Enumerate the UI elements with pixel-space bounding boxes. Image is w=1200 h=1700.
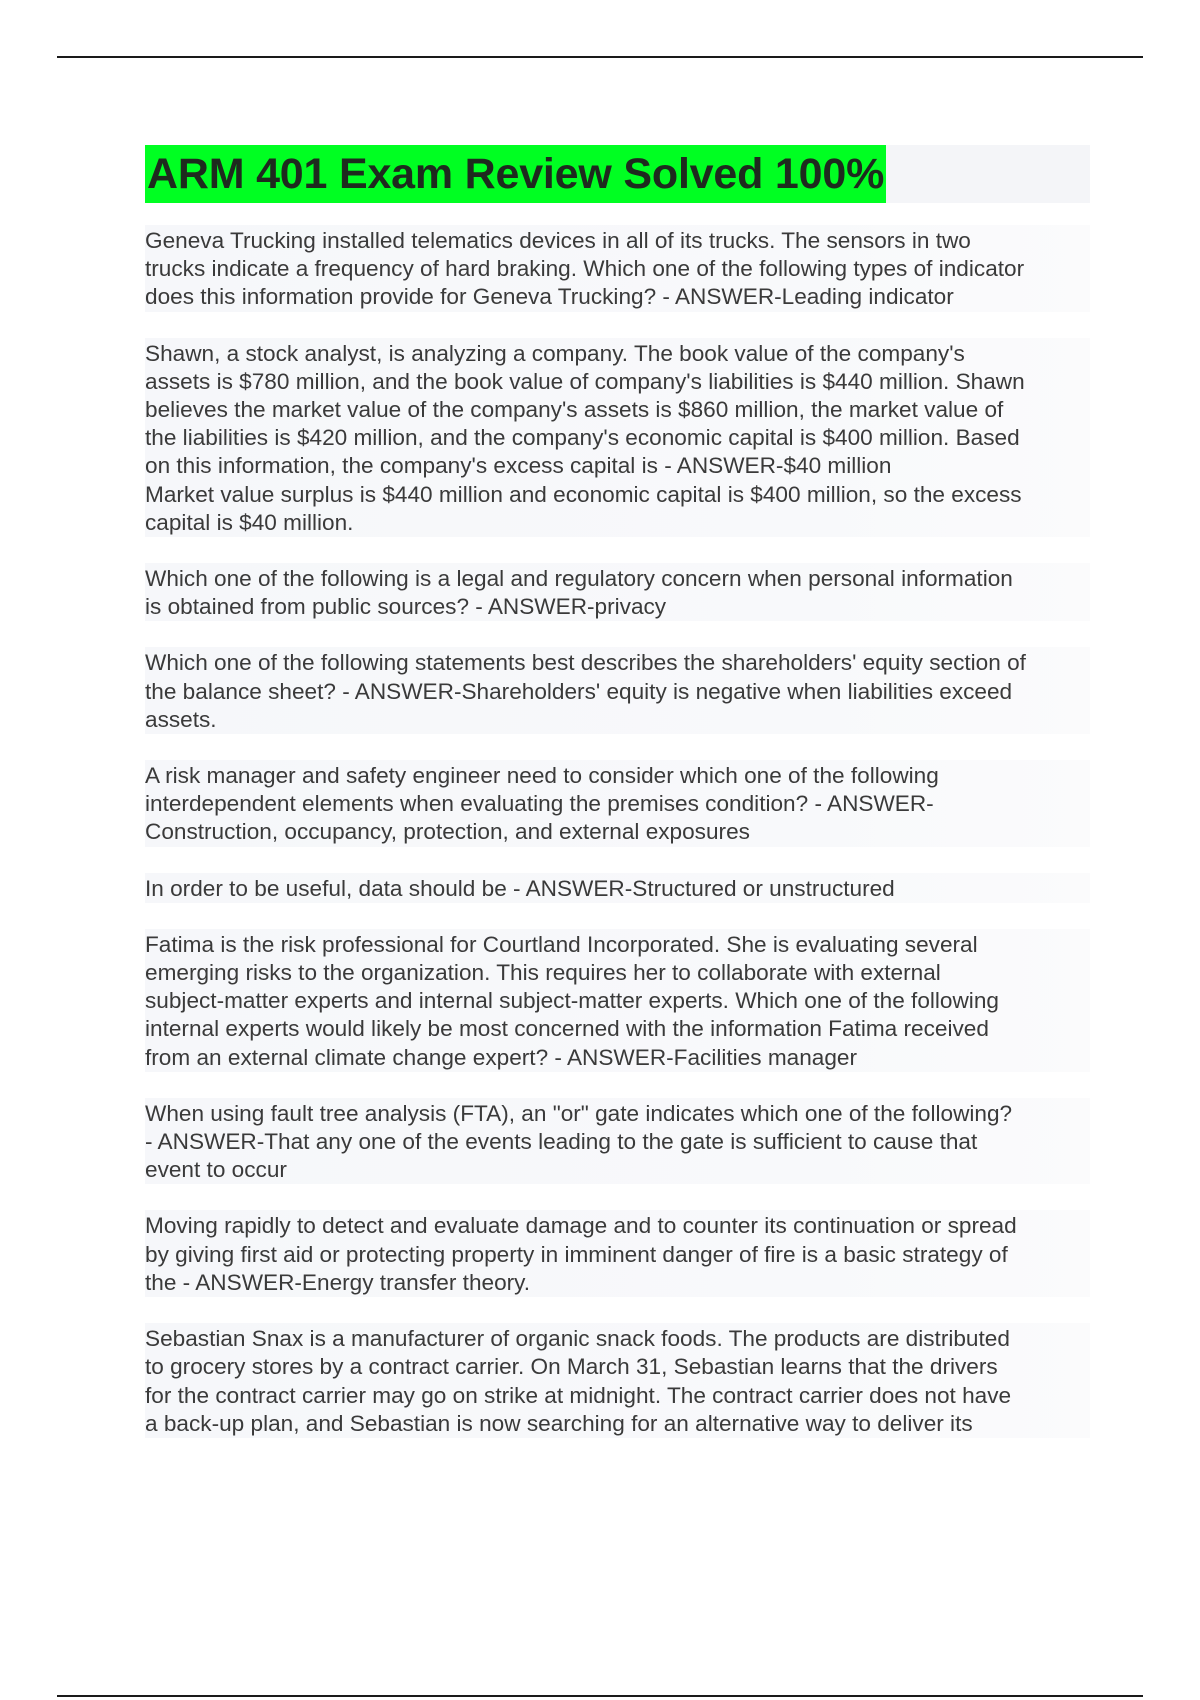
qa-line: emerging risks to the organization. This requires her to collaborate with external: [145, 960, 941, 986]
qa-line: When using fault tree analysis (FTA), an "or" gate indicates which one of the following?: [145, 1100, 1013, 1126]
qa-line: assets.: [145, 706, 217, 732]
qa-item-5: [145, 760, 1090, 847]
qa-line: Fatima is the risk professional for Courtland Incorporated. She is evaluating several: [145, 931, 978, 957]
qa-line: the - ANSWER-Energy transfer theory.: [145, 1269, 531, 1295]
qa-line: Shawn, a stock analyst, is analyzing a company. The book value of the company's: [145, 340, 965, 366]
qa-line: Construction, occupancy, protection, and external exposures: [145, 819, 750, 845]
qa-line: for the contract carrier may go on strike at midnight. The contract carrier does not have: [145, 1382, 1012, 1408]
qa-line: the liabilities is $420 million, and the company's economic capital is $400 million. Based: [145, 425, 1020, 451]
qa-item-2: [145, 338, 1090, 537]
qa-line: from an external climate change expert? - ANSWER-Facilities manager: [145, 1044, 857, 1070]
qa-line: Which one of the following is a legal and regulatory concern when personal information: [145, 566, 1013, 592]
qa-line: interdependent elements when evaluating the premises condition? - ANSWER-: [145, 791, 934, 817]
qa-line: capital is $40 million.: [145, 509, 354, 535]
qa-line: assets is $780 million, and the book value of company's liabilities is $440 million. Shawn: [145, 368, 1025, 394]
qa-item-4: [145, 647, 1090, 734]
qa-item-1: [145, 225, 1090, 312]
qa-line: Which one of the following statements best describes the shareholders' equity section of: [145, 650, 1026, 676]
qa-line: a back-up plan, and Sebastian is now searching for an alternative way to deliver its: [145, 1410, 973, 1436]
title-band: [145, 145, 1090, 203]
qa-line: by giving first aid or protecting property in imminent danger of fire is a basic strategy of: [145, 1241, 1008, 1267]
qa-line: subject-matter experts and internal subject-matter experts. Which one of the following: [145, 988, 999, 1014]
qa-line: In order to be useful, data should be - ANSWER-Structured or unstructured: [145, 875, 895, 901]
qa-line: believes the market value of the company's assets is $860 million, the market value of: [145, 397, 1004, 423]
footer-rule: [57, 1695, 1143, 1697]
qa-line: does this information provide for Geneva Trucking? - ANSWER-Leading indicator: [145, 284, 954, 310]
qa-item-6: [145, 873, 1090, 903]
qa-line: A risk manager and safety engineer need to consider which one of the following: [145, 763, 939, 789]
qa-item-9: [145, 1210, 1090, 1297]
header-rule: [57, 56, 1143, 58]
qa-line: Sebastian Snax is a manufacturer of organic snack foods. The products are distributed: [145, 1326, 1010, 1352]
qa-line: the balance sheet? - ANSWER-Shareholders' equity is negative when liabilities exceed: [145, 678, 1013, 704]
qa-line: Moving rapidly to detect and evaluate damage and to counter its continuation or spread: [145, 1213, 1017, 1239]
qa-line: Geneva Trucking installed telematics devices in all of its trucks. The sensors in two: [145, 228, 971, 253]
qa-item-3: [145, 563, 1090, 621]
document-title: ARM 401 Exam Review Solved 100%: [145, 145, 886, 203]
qa-item-10: [145, 1323, 1090, 1438]
qa-line: Market value surplus is $440 million and economic capital is $400 million, so the excess: [145, 481, 1022, 507]
qa-line: - ANSWER-That any one of the events leading to the gate is sufficient to cause that: [145, 1129, 978, 1155]
qa-line: on this information, the company's excess capital is - ANSWER-$40 million: [145, 453, 892, 479]
qa-item-8: [145, 1098, 1090, 1185]
qa-line: event to occur: [145, 1157, 287, 1183]
qa-line: to grocery stores by a contract carrier. On March 31, Sebastian learns that the drivers: [145, 1354, 998, 1380]
qa-line: internal experts would likely be most concerned with the information Fatima received: [145, 1016, 989, 1042]
qa-line: trucks indicate a frequency of hard braking. Which one of the following types of indicator: [145, 256, 1025, 282]
qa-line: is obtained from public sources? - ANSWER-privacy: [145, 594, 667, 620]
qa-item-7: [145, 929, 1090, 1072]
document-body: [145, 145, 1090, 1438]
